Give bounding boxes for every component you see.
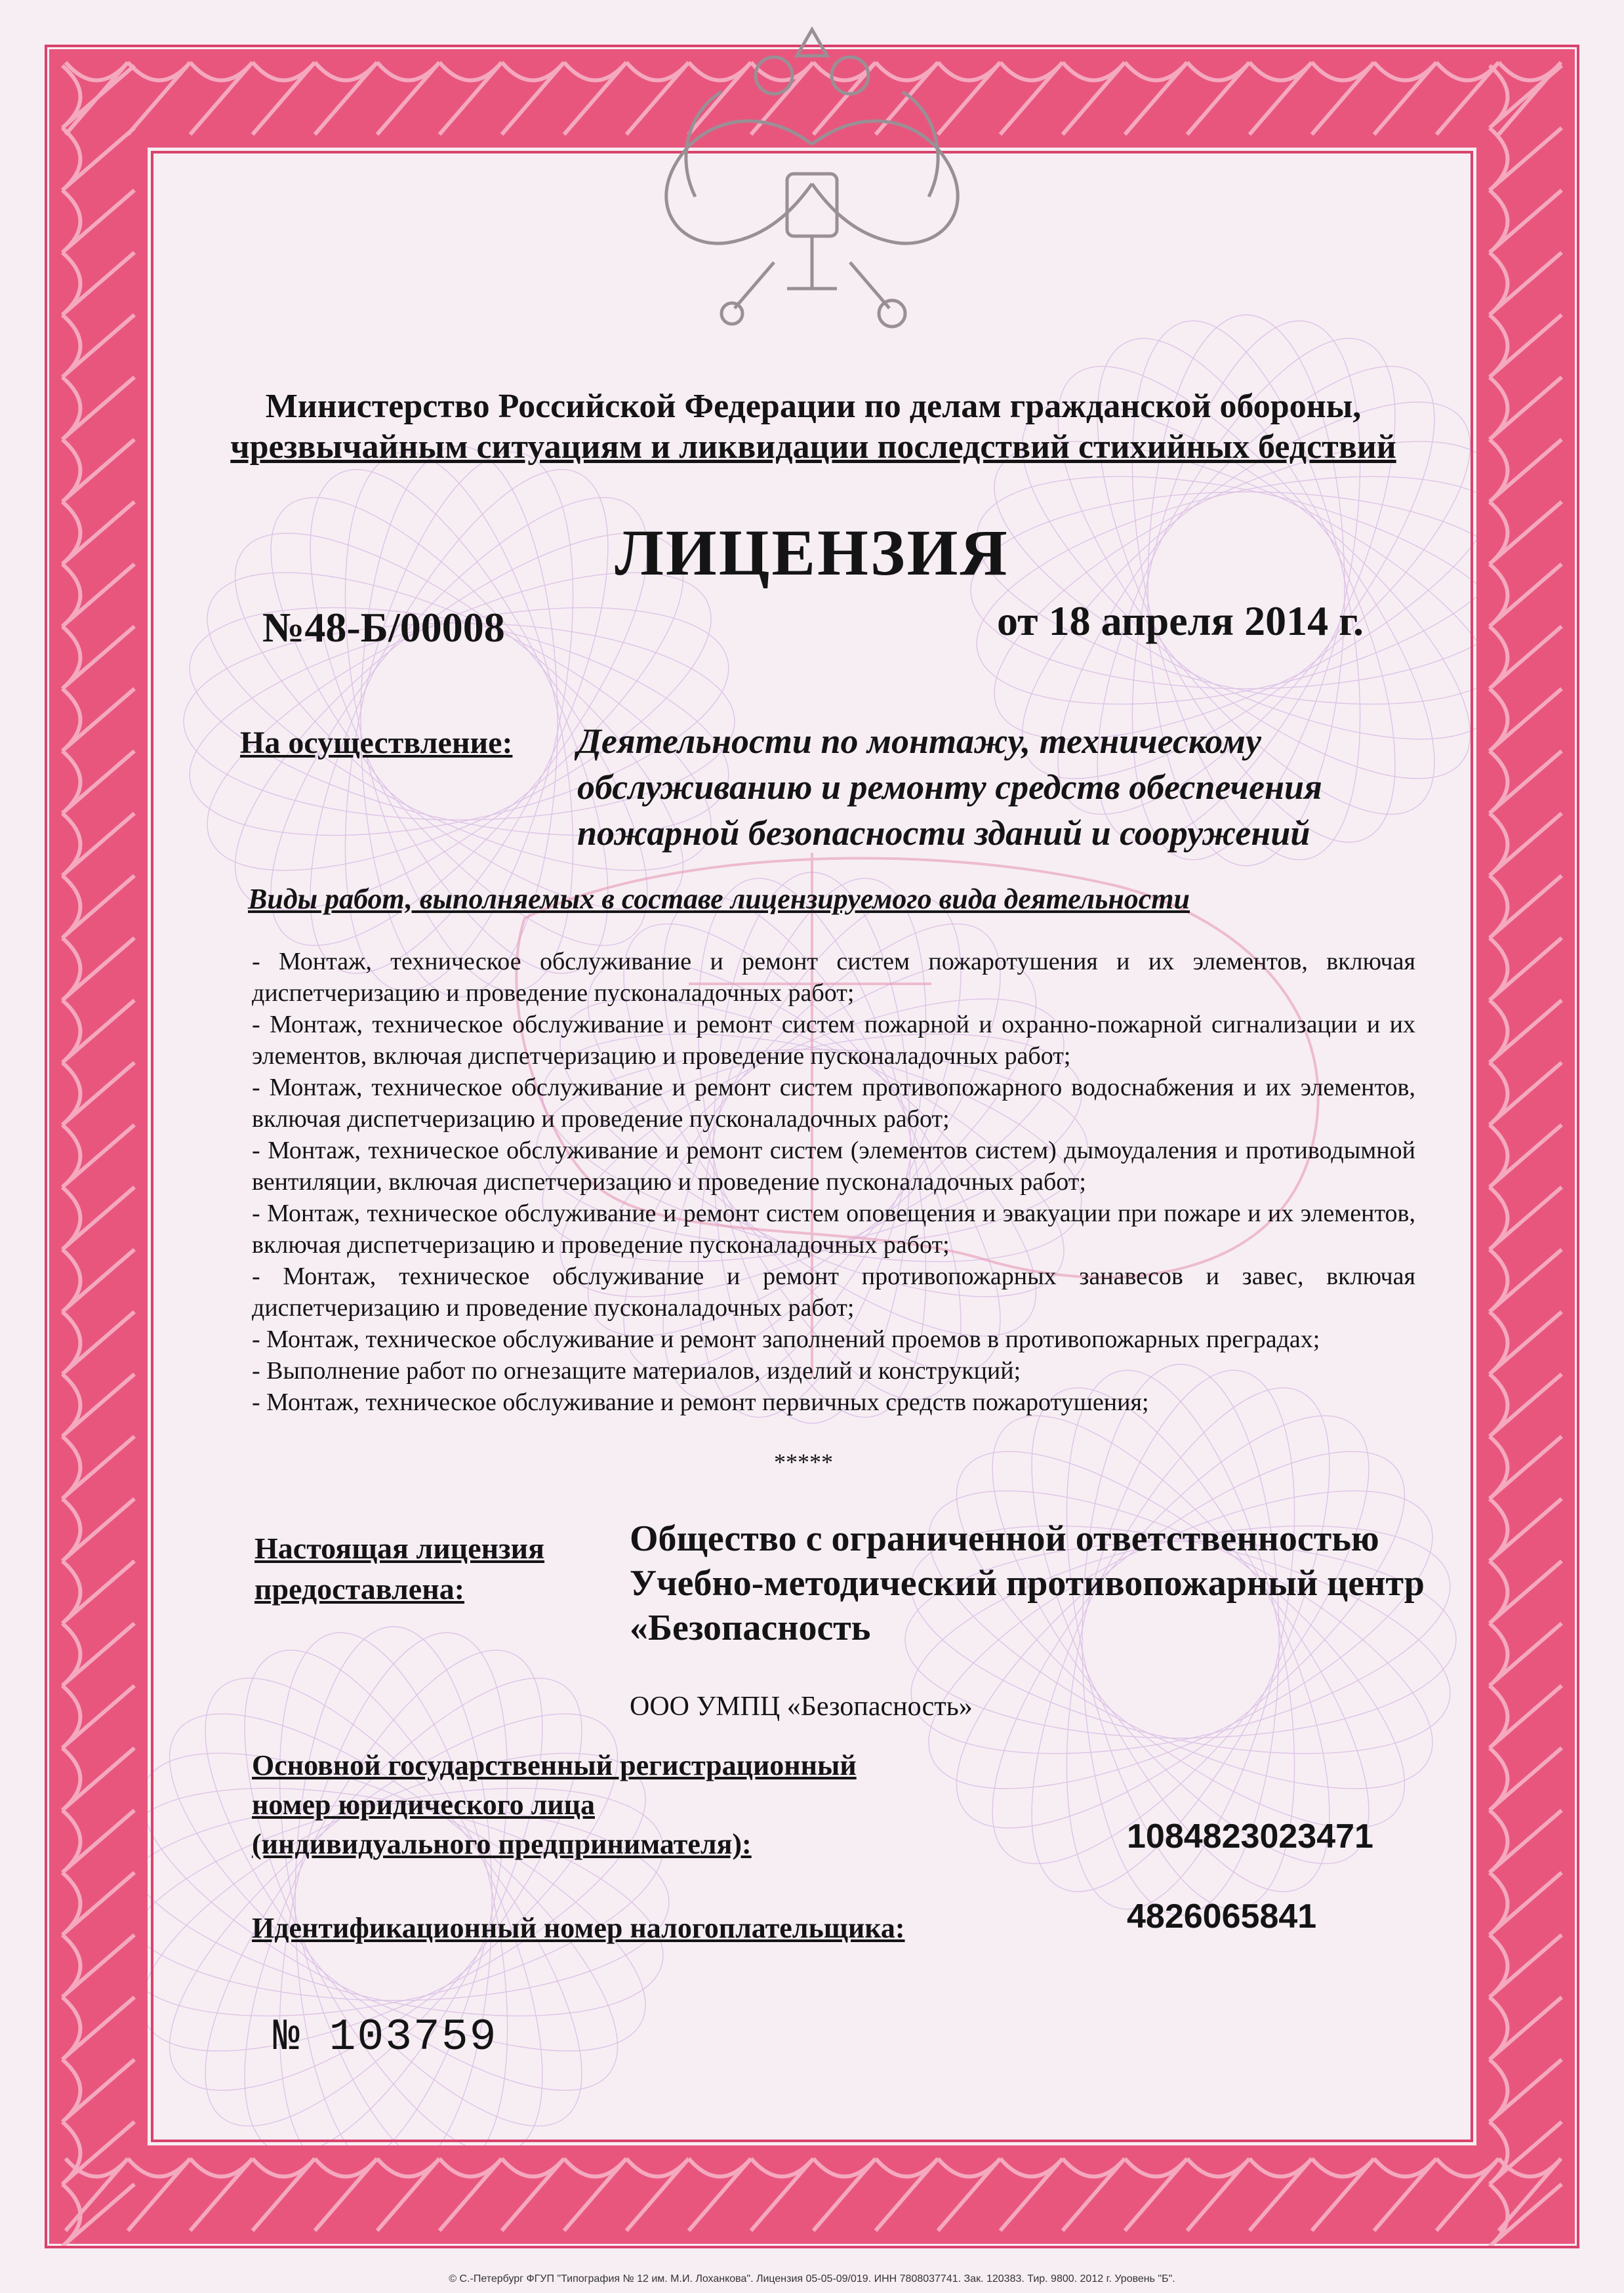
form-serial-number: № 103759 bbox=[273, 2012, 498, 2063]
issuer-line-2: чрезвычайным ситуациям и ликвидации последствий стихийных бедствий bbox=[230, 428, 1396, 466]
activity-line: пожарной безопасности зданий и сооружений bbox=[577, 813, 1310, 853]
holder-name-line: Учебно-методический противопожарный центр bbox=[630, 1563, 1425, 1604]
activity-line: обслуживанию и ремонту средств обеспечения bbox=[577, 767, 1322, 807]
work-item: - Выполнение работ по огнезащите материалов, изделий и конструкций; bbox=[252, 1357, 1021, 1385]
work-item: - Монтаж, техническое обслуживание и ремонт систем пожарной и охранно-пожарной сигнализации и их элементов, включая диспетчеризацию и проведение пусконаладочных работ; bbox=[252, 1011, 1415, 1070]
document-title: ЛИЦЕНЗИЯ bbox=[615, 516, 1009, 589]
ogrn-label-line: Основной государственный регистрационный bbox=[252, 1749, 857, 1781]
ogrn-label-line: (индивидуального предпринимателя): bbox=[252, 1828, 752, 1860]
holder-label-line: предоставлена: bbox=[254, 1572, 465, 1606]
holder-name bbox=[630, 1516, 1425, 1650]
holder-label-line: Настоящая лицензия bbox=[254, 1532, 545, 1565]
work-item: - Монтаж, техническое обслуживание и ремонт систем пожаротушения и их элементов, включая диспетчеризацию и проведение пусконаладочных работ; bbox=[252, 948, 1415, 1007]
list-end-mark: ***** bbox=[774, 1449, 833, 1475]
license-date: от 18 апреля 2014 г. bbox=[997, 598, 1364, 644]
work-item: - Монтаж, техническое обслуживание и ремонт систем оповещения и эвакуации при пожаре и их элементов, включая диспетчеризацию и проведение пусконаладочных работ; bbox=[252, 1200, 1415, 1259]
inn-label: Идентификационный номер налогоплательщика: bbox=[252, 1912, 905, 1944]
inn-value: 4826065841 bbox=[1127, 1897, 1317, 1936]
issuer-line-1: Министерство Российской Федерации по делам гражданской обороны, bbox=[265, 388, 1362, 425]
work-item: - Монтаж, техническое обслуживание и ремонт заполнений проемов в противопожарных преградах; bbox=[252, 1326, 1320, 1353]
work-item: - Монтаж, техническое обслуживание и ремонт систем (элементов систем) дымоудаления и противодымной вентиляции, включая диспетчеризацию и проведение пусконаладочных работ; bbox=[252, 1137, 1415, 1196]
activity-description bbox=[577, 718, 1443, 856]
holder-name-line: «Безопасность bbox=[630, 1608, 871, 1648]
ogrn-label bbox=[252, 1746, 857, 1864]
work-item: - Монтаж, техническое обслуживание и ремонт противопожарных занавесов и завес, включая диспетчеризацию и проведение пусконаладочных работ; bbox=[252, 1263, 1415, 1322]
ogrn-value: 1084823023471 bbox=[1127, 1817, 1373, 1856]
activity-label: На осуществление: bbox=[240, 725, 513, 760]
holder-label bbox=[254, 1528, 544, 1610]
work-item: - Монтаж, техническое обслуживание и ремонт первичных средств пожаротушения; bbox=[252, 1389, 1149, 1416]
works-heading: Виды работ, выполняемых в составе лицензируемого вида деятельности bbox=[248, 883, 1190, 915]
ogrn-label-line: номер юридического лица bbox=[252, 1789, 595, 1821]
work-item: - Монтаж, техническое обслуживание и ремонт систем противопожарного водоснабжения и их элементов, включая диспетчеризацию и проведение пусконаладочных работ; bbox=[252, 1074, 1415, 1133]
license-number: №48-Б/00008 bbox=[262, 604, 505, 651]
holder-short-name: ООО УМПЦ «Безопасность» bbox=[630, 1692, 973, 1722]
activity-line: Деятельности по монтажу, техническому bbox=[577, 721, 1262, 761]
holder-name-line: Общество с ограниченной ответственностью bbox=[630, 1518, 1379, 1559]
works-list bbox=[252, 946, 1415, 1418]
printer-imprint: © С.-Петербург ФГУП "Типография № 12 им. М.И. Лоханкова". Лицензия 05-05-09/019. ИНН 7808037741. Зак. 120383. Тир. 9800. 2012 г. Уровень "Б". bbox=[449, 2273, 1175, 2284]
